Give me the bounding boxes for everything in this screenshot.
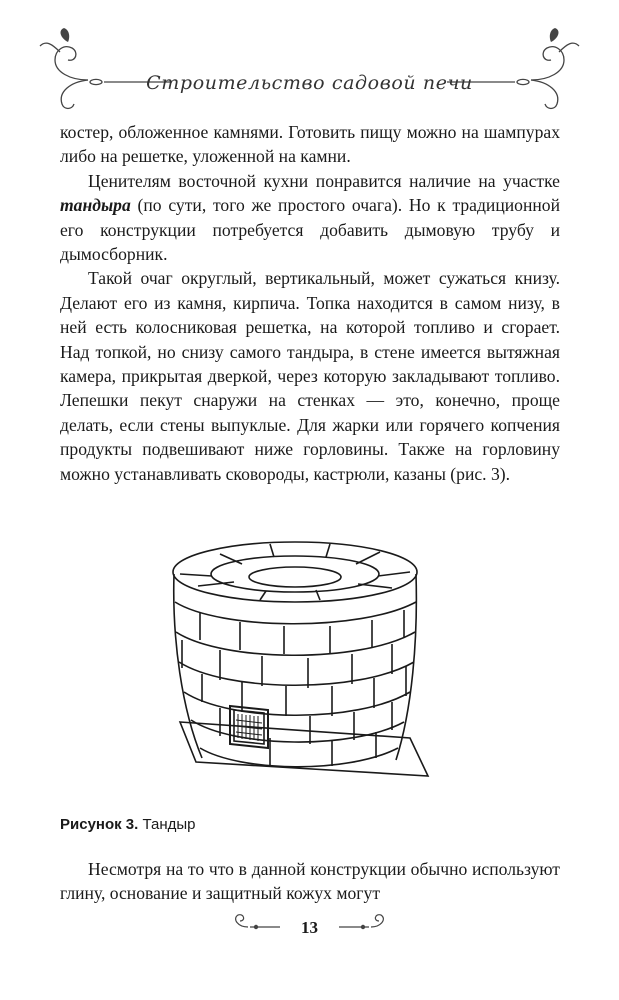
paragraph-1: костер, обложенное камнями. Готовить пищу можно на шампурах либо на решетке, уложенной на камни.	[60, 122, 560, 167]
body-text	[60, 120, 560, 486]
header-ornament	[0, 0, 619, 120]
running-header: Строительство садовой печи	[146, 72, 473, 94]
figure-caption-text: Тандыр	[142, 816, 196, 833]
figure-label: Рисунок 3.	[60, 816, 139, 833]
continuation-text	[60, 857, 560, 906]
paragraph-2-end: (по сути, того же простого очага). Но к традиционной его конструкции потребуется добавить дымовую трубу и дымосборник.	[60, 195, 560, 265]
page-number: 13	[301, 918, 318, 937]
page-header	[0, 0, 619, 120]
paragraph-3: Такой очаг округлый, вертикальный, может сужаться книзу. Делают его из камня, кирпича. Топка находится в самом низу, в ней есть колосниковая решетка, на которой топливо и сгорает. Над топкой, но снизу самого тандыра, в стене имеется вытяжная камера, прикрытая дверкой, через которую закладывают топливо. Лепешки пекут снаружи на стенках — это, конечно, проще делать, если стены выпуклые. Для жарки или горячего копчения продукты подвешивают ниже горловины. Также на горловину можно устанавливать сковороды, кастрюли, казаны (рис. 3).	[60, 268, 560, 484]
term-tandyr: тандыра	[60, 195, 131, 216]
tandyr-drawing	[160, 540, 440, 802]
tandyr-illustration	[160, 540, 440, 802]
figure-caption	[60, 816, 196, 833]
paragraph-2-start: Ценителям восточной кухни понравится наличие на участке	[88, 170, 560, 191]
paragraph-2	[60, 169, 560, 267]
paragraph-4: Несмотря на то что в данной конструкции обычно используют глину, основание и защитный кожух могут	[60, 859, 560, 904]
